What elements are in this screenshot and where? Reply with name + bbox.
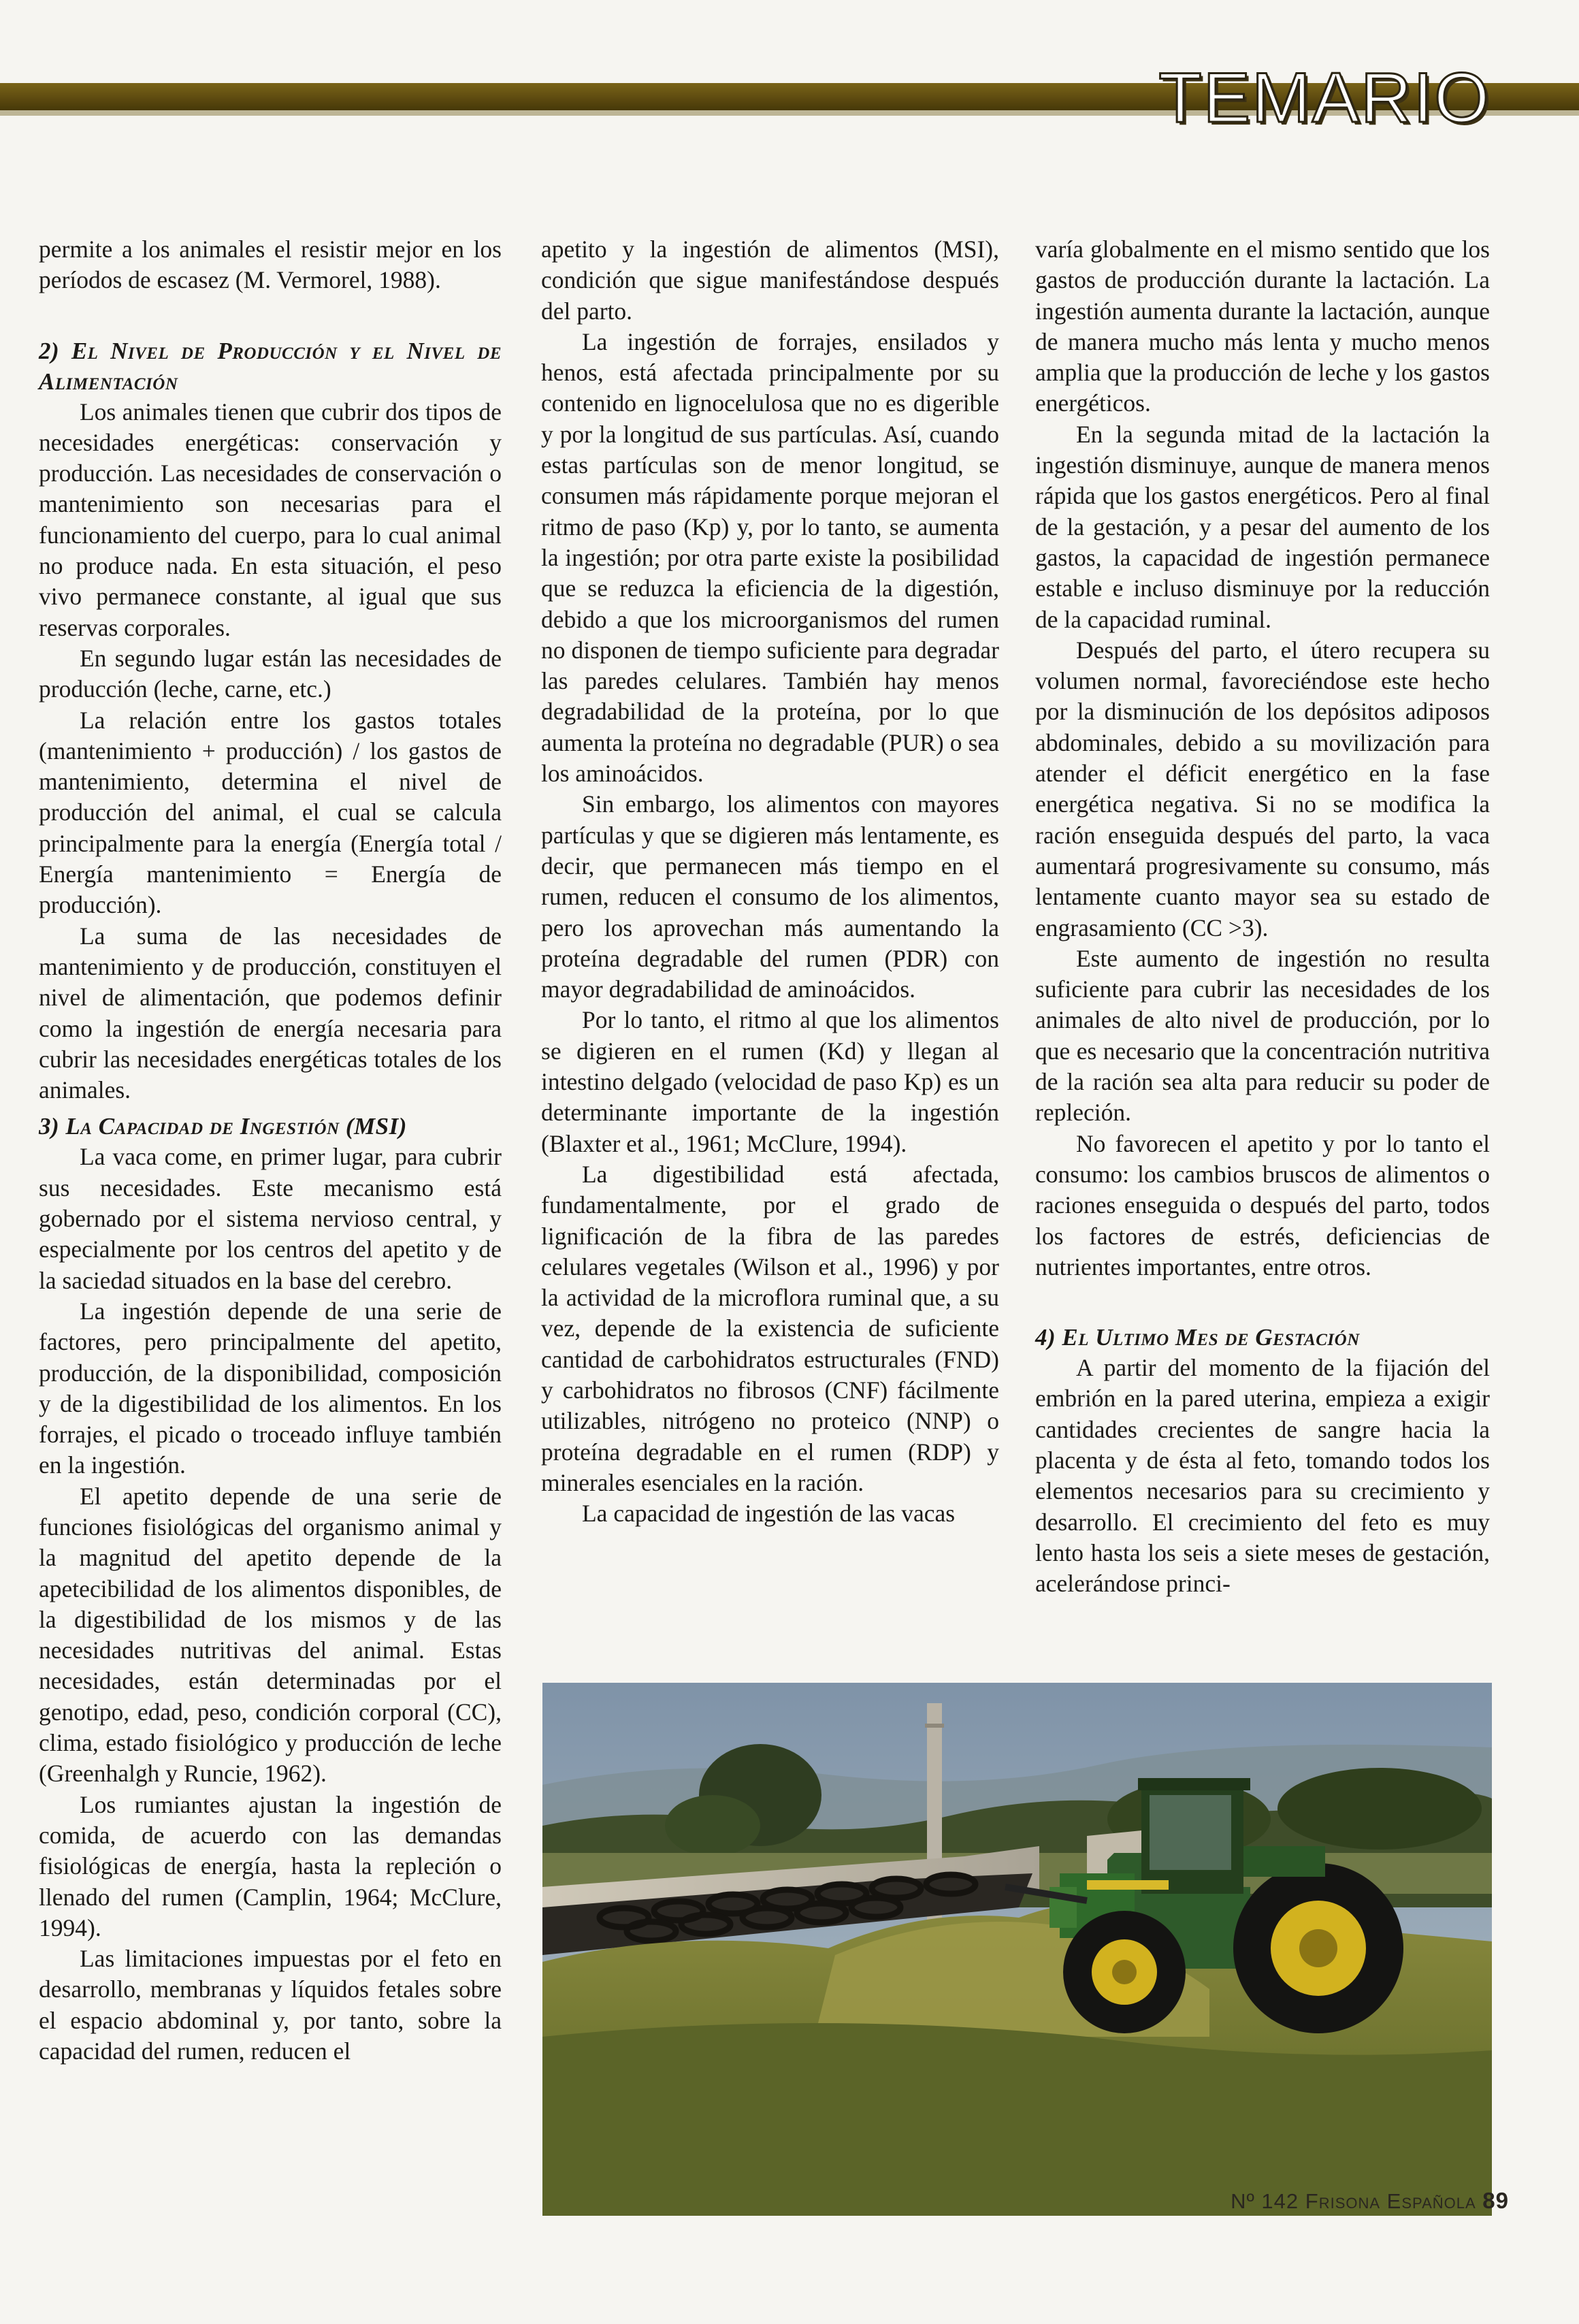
text-column-1 — [39, 234, 502, 2067]
paragraph: Las limitaciones impuestas por el feto en desarrollo, membranas y líquidos fetales sobre el espacio abdominal y, por tanto, sobre la capacidad del rumen, reducen el — [39, 1945, 502, 2065]
paragraph: En la segunda mitad de la lactación la ingestión disminuye, aunque de manera menos rápida que los gastos energéticos. Pero al final de la gestación, y a pesar del aumento de los gastos, la capacidad de ingestión permanece estable e incluso disminuye por la reducción de la capacidad ruminal. — [1035, 420, 1490, 633]
paragraph: Los animales tienen que cubrir dos tipos de necesidades energéticas: conservación y producción. Las necesidades de conservación o mantenimiento son necesarias para el funcionamiento del cuerpo, para lo cual animal no produce nada. En esta situación, el peso vivo permanece constante, al igual que sus reservas corporales. — [39, 398, 502, 641]
text-column-2 — [541, 234, 999, 1529]
paragraph: No favorecen el apetito y por lo tanto el consumo: los cambios bruscos de alimentos o raciones enseguida o después del parto, todos los factores de estrés, deficiencias de nutrientes importantes, entre otros. — [1035, 1129, 1490, 1280]
paragraph: permite a los animales el resistir mejor en los períodos de escasez (M. Vermorel, 1988). — [39, 236, 502, 294]
paragraph: La suma de las necesidades de mantenimiento y de producción, constituyen el nivel de alimentación, que podemos definir como la ingestión de energía necesaria para cubrir las necesidades energéticas totales de los animales. — [39, 922, 502, 1104]
paragraph: Sin embargo, los alimentos con mayores partículas y que se digieren más lentamente, es decir, que permanecen más tiempo en el rumen, reducen el consumo de los alimentos, pero los aprovechan más aumentando la proteína degradable del rumen (PDR) con mayor degradabilidad de aminoácidos. — [541, 790, 999, 1003]
issue-number: Nº 142 — [1231, 2189, 1299, 2213]
text-column-3 — [1035, 234, 1490, 1599]
paragraph: La ingestión de forrajes, ensilados y henos, está afectada principalmente por su contenido en lignocelulosa que no es digerible y por la longitud de sus partículas. Así, cuando estas partículas son de menor longitud, se consumen más rápidamente porque mejoran el ritmo de paso (Kp) y, por lo tanto, se aumenta la ingestión; por otra parte existe la posibilidad que se reduzca la eficiencia de la digestión, debido a que los microorganismos del rumen no disponen de tiempo suficiente para degradar las paredes celulares. También hay menos degradabilidad de la proteína, por lo que aumenta la proteína no degradable (PUR) o sea los aminoácidos. — [541, 327, 999, 788]
photo-illustration — [542, 1683, 1492, 2216]
section-heading: 4) El Ultimo Mes de Gestación — [1035, 1324, 1360, 1351]
paragraph: Por lo tanto, el ritmo al que los alimentos se digieren en el rumen (Kd) y llegan al intestino delgado (velocidad de paso Kp) es un determinante importante de la ingestión (Blaxter et al., 1961; McClure, 1994). — [541, 1006, 999, 1157]
paragraph: A partir del momento de la fijación del embrión en la pared uterina, empieza a exigir cantidades crecientes de sangre hacia la placenta y de ésta al feto, tomando todos los elementos necesarios para su crecimiento y desarrollo. El crecimiento del feto es muy lento hasta los seis a siete meses de gestación, acelerándose princi- — [1035, 1354, 1490, 1598]
paragraph: La digestibilidad está afectada, fundamentalmente, por el grado de lignificación de la fibra de las paredes celulares vegetales (Wilson et al., 1996) y por la actividad de la microflora ruminal que, a su vez, depende de la existencia de suficiente cantidad de carbohidratos estructurales (FND) y carbohidratos no fibrosos (CNF) fácilmente utilizables, nitrógeno no proteico (NNP) o proteína degradable en el rumen (RDP) y minerales esenciales en la ración. — [541, 1160, 999, 1496]
section-heading: 2) El Nivel de Producción y el Nivel de Alimentación — [39, 337, 502, 395]
section-label: TEMARIO — [1158, 59, 1491, 138]
page-number: 89 — [1482, 2188, 1509, 2213]
paragraph: En segundo lugar están las necesidades de producción (leche, carne, etc.) — [39, 644, 502, 703]
paragraph: La relación entre los gastos totales (mantenimiento + producción) / los gastos de mantenimiento, determina el nivel de producción del animal, el cual se calcula principalmente para la energía (Energía total / Energía mantenimiento = Energía de producción). — [39, 706, 502, 919]
paragraph: La capacidad de ingestión de las vacas — [582, 1500, 956, 1528]
paragraph: La ingestión depende de una serie de factores, pero principalmente del apetito, producción, de la disponibilidad, composición y de la digestibilidad de los alimentos. En los forrajes, el picado o troceado influye también en la ingestión. — [39, 1297, 502, 1479]
tractor-silage-photo — [542, 1683, 1492, 2216]
paragraph: varía globalmente en el mismo sentido que los gastos de producción durante la lactación. La ingestión aumenta durante la lactación, aunque de manera mucho más lenta y mucho menos amplia que la producción de leche y los gastos energéticos. — [1035, 236, 1490, 417]
section-heading: 3) La Capacidad de Ingestión (MSI) — [39, 1113, 407, 1140]
paragraph: apetito y la ingestión de alimentos (MSI), condición que sigue manifestándose después del parto. — [541, 236, 999, 325]
paragraph: Después del parto, el útero recupera su volumen normal, favoreciéndose este hecho por la disminución de los depósitos adiposos abdominales, debido a su movilización para atender el déficit energético en la fase energética negativa. Si no se modifica la ración enseguida después del parto, la vaca aumentará progresivamente su consumo, más lentamente cuanto mayor sea su estado de engrasamiento (CC >3). — [1035, 636, 1490, 941]
paragraph: La vaca come, en primer lugar, para cubrir sus necesidades. Este mecanismo está gobernado por el sistema nervioso central, y especialmente por los centros del apetito y de la saciedad situados en la base del cerebro. — [39, 1143, 502, 1294]
paragraph: Los rumiantes ajustan la ingestión de comida, de acuerdo con las demandas fisiológicas de energía, hasta la repleción o llenado del rumen (Camplin, 1964; McClure, 1994). — [39, 1790, 502, 1941]
magazine-name: Frisona Española — [1305, 2189, 1476, 2213]
paragraph: El apetito depende de una serie de funciones fisiológicas del organismo animal y la magnitud del apetito depende de la apetecibilidad de los alimentos disponibles, de la digestibilidad de los mismos y de las necesidades nutritivas del animal. Estas necesidades, están determinadas por el genotipo, edad, peso, condición corporal (CC), clima, estado fisiológico y producción de leche (Greenhalgh y Runcie, 1962). — [39, 1482, 502, 1788]
page-footer — [1231, 2188, 1509, 2214]
paragraph: Este aumento de ingestión no resulta suficiente para cubrir las necesidades de los animales de alto nivel de producción, por lo que es necesario que la concentración nutritiva de la ración sea alta para reducir su poder de repleción. — [1035, 944, 1490, 1127]
